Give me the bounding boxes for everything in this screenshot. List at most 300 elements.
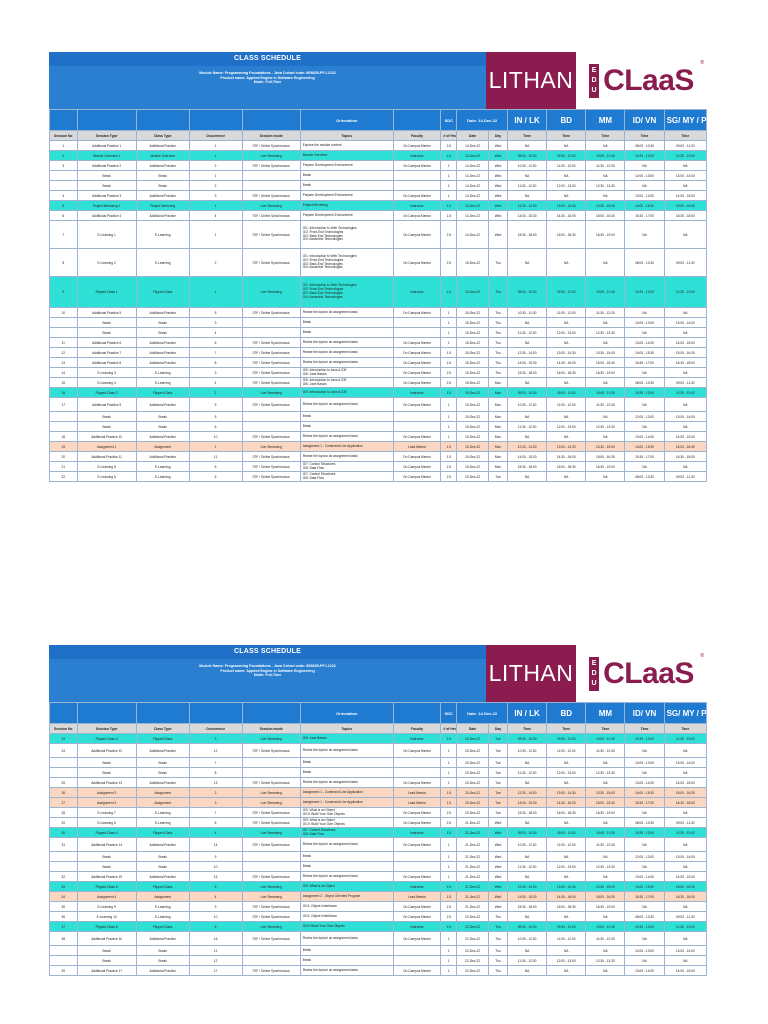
- session-no: [50, 412, 78, 422]
- column-header: Time: [508, 724, 547, 734]
- table-row: [50, 788, 707, 798]
- time-in-lk: 15:30 - 18:00: [508, 221, 547, 249]
- class-type: E-Learning: [136, 912, 189, 922]
- time-id-vn: NA: [625, 398, 664, 412]
- time-id-vn: 15:30 - 17:00: [625, 358, 664, 368]
- hours: 2.5: [441, 221, 457, 249]
- occurrence: 10: [189, 432, 242, 442]
- session-type: Additional Practice 13: [77, 778, 136, 788]
- hours: 2.5: [441, 378, 457, 388]
- time-mm: 12:30 - 13:30: [586, 181, 625, 191]
- session-type: Break: [77, 956, 136, 966]
- session-mode: F2F / Online Synchronous: [242, 221, 300, 249]
- time-in-lk: 09:00 - 10:30: [508, 734, 547, 744]
- hours: 2.5: [441, 368, 457, 378]
- session-type: Assignment 4: [77, 892, 136, 902]
- date: 14-Dec-22: [457, 221, 489, 249]
- time-sg-my-ph-cn: 15:00 - 16:30: [664, 442, 706, 452]
- faculty: On Campus Mentor: [393, 912, 441, 922]
- time-mm: 12:30 - 13:30: [586, 768, 625, 778]
- subheader-blank: [242, 110, 300, 131]
- faculty: Lead Mentor: [393, 798, 441, 808]
- session-mode: Live Streaming: [242, 442, 300, 452]
- time-id-vn: 12:00 - 13:00: [625, 318, 664, 328]
- time-mm: 10:00 - 11:30: [586, 277, 625, 308]
- table-row: [50, 211, 707, 221]
- class-type: Break: [136, 758, 189, 768]
- time-in-lk: 14:00 - 15:30: [508, 798, 547, 808]
- time-mm: NA: [586, 966, 625, 976]
- topics: Revise the topics/ do assignment tasks: [300, 872, 393, 882]
- class-type: Additional Practice: [136, 348, 189, 358]
- date: 15-Dec-22: [457, 308, 489, 318]
- session-mode: F2F / Online Synchronous: [242, 338, 300, 348]
- class-type: Break: [136, 181, 189, 191]
- time-sg-my-ph-cn: 15:00 - 16:30: [664, 788, 706, 798]
- faculty: On Campus Mentor: [393, 221, 441, 249]
- session-mode: F2F / Online Synchronous: [242, 308, 300, 318]
- class-type: Additional Practice: [136, 358, 189, 368]
- time-sg-my-ph-cn: 13:00 - 14:00: [664, 412, 706, 422]
- table-row: [50, 862, 707, 872]
- column-header: # of Hrs: [441, 724, 457, 734]
- time-in-lk: 14:00 - 15:30: [508, 211, 547, 221]
- day: Tue: [488, 788, 507, 798]
- topics: Assignment 1 - Command Line Application: [300, 788, 393, 798]
- time-bd: NA: [547, 818, 586, 828]
- session-mode: Live Streaming: [242, 828, 300, 838]
- topics: Break: [300, 181, 393, 191]
- time-mm: 13:30 - 15:00: [586, 882, 625, 892]
- hours: 1.5: [441, 348, 457, 358]
- header-info-block: [49, 52, 486, 109]
- date: 14-Dec-22: [457, 161, 489, 171]
- occurrence: 7: [189, 348, 242, 358]
- faculty: On Campus Mentor: [393, 902, 441, 912]
- date-range-label: Date: 14-Dec-22: [457, 110, 508, 131]
- topics: Prepare Development Environment: [300, 191, 393, 201]
- time-sg-my-ph-cn: NA: [664, 221, 706, 249]
- time-in-lk: NA: [508, 412, 547, 422]
- hours: 1: [441, 758, 457, 768]
- session-mode: F2F / Online Synchronous: [242, 378, 300, 388]
- time-sg-my-ph-cn: 13:00 - 14:00: [664, 758, 706, 768]
- hours: 1.5: [441, 892, 457, 902]
- occurrence: 8: [189, 358, 242, 368]
- hours: 2.5: [441, 249, 457, 277]
- day: Mon: [488, 462, 507, 472]
- time-sg-my-ph-cn: 14:00 - 15:00: [664, 966, 706, 976]
- occurrence: 2: [189, 161, 242, 171]
- session-type: Additional Practice 3: [77, 191, 136, 201]
- topics: Project Mentoring: [300, 201, 393, 211]
- class-type: E-Learning: [136, 818, 189, 828]
- time-sg-my-ph-cn: NA: [664, 838, 706, 852]
- hours: 1: [441, 956, 457, 966]
- session-no: 18: [50, 432, 78, 442]
- time-mm: 12:30 - 13:30: [586, 328, 625, 338]
- topics: Prepare Development Environment: [300, 211, 393, 221]
- time-bd: 11:00 - 12:00: [547, 398, 586, 412]
- day: Tue: [488, 768, 507, 778]
- time-sg-my-ph-cn: 11:30 - 13:00: [664, 922, 706, 932]
- hours: 1: [441, 328, 457, 338]
- class-type: Additional Practice: [136, 211, 189, 221]
- time-id-vn: NA: [625, 838, 664, 852]
- session-mode: F2F / Online Synchronous: [242, 932, 300, 946]
- occurrence: 4: [189, 378, 242, 388]
- session-type: Assignment 1: [77, 442, 136, 452]
- faculty: On Campus Mentor: [393, 348, 441, 358]
- occurrence: 3: [189, 318, 242, 328]
- session-no: 23: [50, 734, 78, 744]
- time-mm: NA: [586, 778, 625, 788]
- table-row: [50, 422, 707, 432]
- table-row: [50, 922, 707, 932]
- time-bd: NA: [547, 412, 586, 422]
- hours: 1: [441, 338, 457, 348]
- time-sg-my-ph-cn: 11:30 - 13:00: [664, 734, 706, 744]
- time-id-vn: NA: [625, 221, 664, 249]
- time-mm: 11:30 - 12:30: [586, 838, 625, 852]
- module-meta: [199, 664, 336, 678]
- time-mm: 11:30 - 12:30: [586, 161, 625, 171]
- topics: G/1: Introduction to Web Technologies G/2: Front-End Technologies G/3: Back-End Technologies G/4: Assemble Technologies: [300, 221, 393, 249]
- time-in-lk: NA: [508, 872, 547, 882]
- faculty: [393, 328, 441, 338]
- faculty: On Campus Mentor: [393, 191, 441, 201]
- module-line: Module Name: Programming Foundations - Java Cohort code: 80982B-PFJ-1222: [199, 71, 336, 75]
- time-sg-my-ph-cn: 11:30 - 13:00: [664, 277, 706, 308]
- occurrence: 5: [189, 462, 242, 472]
- session-type: E-Learning 8: [77, 818, 136, 828]
- time-id-vn: NA: [625, 902, 664, 912]
- session-mode: Live Streaming: [242, 922, 300, 932]
- session-no: 13: [50, 358, 78, 368]
- session-type: Assignment 2: [77, 788, 136, 798]
- table-row: [50, 462, 707, 472]
- day: Wed: [488, 221, 507, 249]
- date: 22-Dec-22: [457, 946, 489, 956]
- time-id-vn: 12:00 - 13:00: [625, 946, 664, 956]
- topics: G/9: What is an Object: [300, 882, 393, 892]
- faculty: [393, 758, 441, 768]
- topics: G/10: Build Your Own Objects: [300, 922, 393, 932]
- class-type: Break: [136, 768, 189, 778]
- time-mm: NA: [586, 758, 625, 768]
- session-type: Break: [77, 852, 136, 862]
- time-in-lk: 10:30 - 11:30: [508, 161, 547, 171]
- time-bd: 14:30 - 16:00: [547, 892, 586, 902]
- session-type: E-Learning 6: [77, 472, 136, 482]
- time-mm: 16:30 - 19:00: [586, 808, 625, 818]
- time-id-vn: 10:30 - 12:00: [625, 922, 664, 932]
- column-header: # of Hrs: [441, 131, 457, 141]
- session-mode: [242, 171, 300, 181]
- time-mm: 12:30 - 13:30: [586, 422, 625, 432]
- faculty: Instructor: [393, 922, 441, 932]
- date: 19-Dec-22: [457, 442, 489, 452]
- occurrence: 11: [189, 946, 242, 956]
- hours: 1: [441, 946, 457, 956]
- time-sg-my-ph-cn: NA: [664, 956, 706, 966]
- session-mode: [242, 318, 300, 328]
- hours: 1.5: [441, 388, 457, 398]
- time-bd: 16:00 - 18:30: [547, 221, 586, 249]
- column-header: Time: [625, 724, 664, 734]
- hours: 2.5: [441, 818, 457, 828]
- column-header-row: [50, 131, 707, 141]
- table-row: [50, 181, 707, 191]
- time-id-vn: 13:00 - 14:00: [625, 432, 664, 442]
- time-in-lk: NA: [508, 758, 547, 768]
- session-type: Flipped Class 2: [77, 388, 136, 398]
- time-mm: 16:30 - 19:00: [586, 462, 625, 472]
- time-id-vn: 13:00 - 14:00: [625, 966, 664, 976]
- time-sg-my-ph-cn: NA: [664, 161, 706, 171]
- faculty: On Campus Mentor: [393, 744, 441, 758]
- time-id-vn: NA: [625, 161, 664, 171]
- time-bd: 13:00 - 14:30: [547, 201, 586, 211]
- faculty: Instructor: [393, 734, 441, 744]
- class-type: Additional Practice: [136, 778, 189, 788]
- time-in-lk: 11:30 - 12:30: [508, 328, 547, 338]
- session-no: 27: [50, 798, 78, 808]
- time-sg-my-ph-cn: 15:00 - 16:30: [664, 882, 706, 892]
- session-no: 11: [50, 338, 78, 348]
- time-in-lk: 11:30 - 12:30: [508, 422, 547, 432]
- time-in-lk: 09:00 - 10:30: [508, 388, 547, 398]
- session-type: Break: [77, 768, 136, 778]
- time-id-vn: NA: [625, 862, 664, 872]
- session-no: 26: [50, 788, 78, 798]
- day: Mon: [488, 388, 507, 398]
- occurrence: 15: [189, 872, 242, 882]
- session-no: 12: [50, 348, 78, 358]
- session-type: E-Learning 5: [77, 462, 136, 472]
- day: Wed: [488, 161, 507, 171]
- time-mm: NA: [586, 141, 625, 151]
- occurrence: 5: [189, 308, 242, 318]
- session-no: 37: [50, 922, 78, 932]
- time-id-vn: NA: [625, 768, 664, 778]
- session-no: 29: [50, 818, 78, 828]
- time-mm: 11:30 - 12:30: [586, 398, 625, 412]
- session-no: [50, 768, 78, 778]
- schedule-header: [49, 52, 707, 109]
- time-bd: NA: [547, 758, 586, 768]
- occurrence: 17: [189, 966, 242, 976]
- day: Wed: [488, 191, 507, 201]
- session-mode: [242, 328, 300, 338]
- faculty: On Campus Mentor: [393, 368, 441, 378]
- date: 15-Dec-22: [457, 368, 489, 378]
- topics: Break: [300, 956, 393, 966]
- edu-letter-e: E: [591, 659, 597, 667]
- date: 19-Dec-22: [457, 388, 489, 398]
- topics: G/7: Control Structures G/8: Data Flow: [300, 472, 393, 482]
- table-row: [50, 328, 707, 338]
- time-id-vn: 10:30 - 12:00: [625, 388, 664, 398]
- session-type: E-Learning 10: [77, 912, 136, 922]
- class-type: Additional Practice: [136, 452, 189, 462]
- date: 19-Dec-22: [457, 452, 489, 462]
- session-type: Module Overview 1: [77, 151, 136, 161]
- occurrence: 3: [189, 191, 242, 201]
- table-row: [50, 442, 707, 452]
- session-mode: [242, 862, 300, 872]
- session-no: 1: [50, 141, 78, 151]
- faculty: Lead Mentor: [393, 442, 441, 452]
- session-no: 20: [50, 452, 78, 462]
- session-no: 34: [50, 892, 78, 902]
- region-header: ID/ VN: [625, 110, 664, 131]
- session-mode: F2F / Online Synchronous: [242, 778, 300, 788]
- column-header: Class Type: [136, 724, 189, 734]
- claas-logo: [576, 645, 707, 702]
- time-in-lk: 11:30 - 12:30: [508, 862, 547, 872]
- subheader-blank: [77, 703, 136, 724]
- hours: 1: [441, 768, 457, 778]
- day: Wed: [488, 828, 507, 838]
- table-row: [50, 892, 707, 902]
- day: Wed: [488, 862, 507, 872]
- hours: 1.5: [441, 734, 457, 744]
- table-row: [50, 828, 707, 838]
- class-type: Break: [136, 318, 189, 328]
- class-type: Additional Practice: [136, 838, 189, 852]
- time-sg-my-ph-cn: 14:00 - 15:00: [664, 872, 706, 882]
- time-id-vn: NA: [625, 462, 664, 472]
- hours: 1: [441, 744, 457, 758]
- date: 19-Dec-22: [457, 432, 489, 442]
- time-mm: NA: [586, 318, 625, 328]
- date: 21-Dec-22: [457, 838, 489, 852]
- time-mm: 10:00 - 11:30: [586, 922, 625, 932]
- time-id-vn: 13:00 - 14:00: [625, 778, 664, 788]
- subheader-blank: [50, 110, 78, 131]
- time-sg-my-ph-cn: NA: [664, 398, 706, 412]
- topics: Revise the topics/ do assignment tasks: [300, 398, 393, 412]
- session-mode: [242, 852, 300, 862]
- time-id-vn: 08:00 - 10:30: [625, 378, 664, 388]
- class-type: Additional Practice: [136, 432, 189, 442]
- table-row: [50, 932, 707, 946]
- time-bd: NA: [547, 912, 586, 922]
- schedule-sheet-1: [49, 52, 731, 482]
- time-bd: 11:00 - 12:00: [547, 308, 586, 318]
- class-type: Additional Practice: [136, 161, 189, 171]
- table-row: [50, 852, 707, 862]
- time-bd: NA: [547, 141, 586, 151]
- day: Thu: [488, 249, 507, 277]
- time-in-lk: 14:00 - 15:30: [508, 892, 547, 902]
- time-bd: NA: [547, 872, 586, 882]
- time-in-lk: 09:00 - 10:30: [508, 922, 547, 932]
- session-no: 25: [50, 778, 78, 788]
- table-row: [50, 432, 707, 442]
- day: Thu: [488, 328, 507, 338]
- topics: Revise the topics/ do assignment tasks: [300, 932, 393, 946]
- session-mode: Live Streaming: [242, 882, 300, 892]
- day: Thu: [488, 358, 507, 368]
- time-sg-my-ph-cn: NA: [664, 862, 706, 872]
- subheader-row: [50, 110, 707, 131]
- time-bd: NA: [547, 432, 586, 442]
- time-mm: 16:30 - 19:00: [586, 368, 625, 378]
- day: Tue: [488, 734, 507, 744]
- time-sg-my-ph-cn: 09:00 - 11:30: [664, 141, 706, 151]
- class-type: E-Learning: [136, 462, 189, 472]
- occurrence: 2: [189, 388, 242, 398]
- faculty: On Campus Mentor: [393, 378, 441, 388]
- topics: Module Overview: [300, 151, 393, 161]
- time-id-vn: 10:30 - 12:00: [625, 277, 664, 308]
- time-sg-my-ph-cn: NA: [664, 181, 706, 191]
- time-in-lk: 12:30 - 14:00: [508, 442, 547, 452]
- table-row: [50, 744, 707, 758]
- session-mode: F2F / Online Synchronous: [242, 744, 300, 758]
- class-type: E-Learning: [136, 368, 189, 378]
- time-mm: NA: [586, 432, 625, 442]
- day: Wed: [488, 211, 507, 221]
- time-id-vn: 12:00 - 13:00: [625, 758, 664, 768]
- header-info-block: [49, 645, 486, 702]
- time-bd: NA: [547, 249, 586, 277]
- session-no: 17: [50, 398, 78, 412]
- time-mm: 15:00 - 16:30: [586, 358, 625, 368]
- time-id-vn: 12:00 - 13:00: [625, 412, 664, 422]
- session-mode: Live Streaming: [242, 388, 300, 398]
- edu-letter-d: D: [591, 76, 597, 84]
- time-bd: 14:30 - 16:00: [547, 211, 586, 221]
- table-row: [50, 966, 707, 976]
- session-type: Break: [77, 862, 136, 872]
- table-row: [50, 201, 707, 211]
- class-type: E-Learning: [136, 249, 189, 277]
- sdc-label: SDC: [441, 110, 457, 131]
- time-mm: NA: [586, 946, 625, 956]
- hours: 1: [441, 308, 457, 318]
- class-type: Break: [136, 328, 189, 338]
- orientation-label: Orientation: [300, 110, 393, 131]
- session-type: E-Learning 7: [77, 808, 136, 818]
- occurrence: 6: [189, 338, 242, 348]
- date: 19-Dec-22: [457, 422, 489, 432]
- day: Thu: [488, 308, 507, 318]
- session-mode: [242, 956, 300, 966]
- occurrence: 3: [189, 734, 242, 744]
- date: 21-Dec-22: [457, 862, 489, 872]
- session-type: Additional Practice 1: [77, 141, 136, 151]
- class-type: E-Learning: [136, 472, 189, 482]
- time-sg-my-ph-cn: 13:00 - 14:00: [664, 171, 706, 181]
- time-in-lk: NA: [508, 378, 547, 388]
- date: 14-Dec-22: [457, 201, 489, 211]
- table-row: [50, 472, 707, 482]
- day: Tue: [488, 798, 507, 808]
- table-row: [50, 398, 707, 412]
- time-id-vn: 15:30 - 17:00: [625, 452, 664, 462]
- time-sg-my-ph-cn: 16:30 - 18:00: [664, 211, 706, 221]
- hours: 1.5: [441, 922, 457, 932]
- column-header: Session Type: [77, 131, 136, 141]
- occurrence: 1: [189, 277, 242, 308]
- session-mode: Live Streaming: [242, 277, 300, 308]
- date: 20-Dec-22: [457, 778, 489, 788]
- day: Mon: [488, 398, 507, 412]
- table-row: [50, 191, 707, 201]
